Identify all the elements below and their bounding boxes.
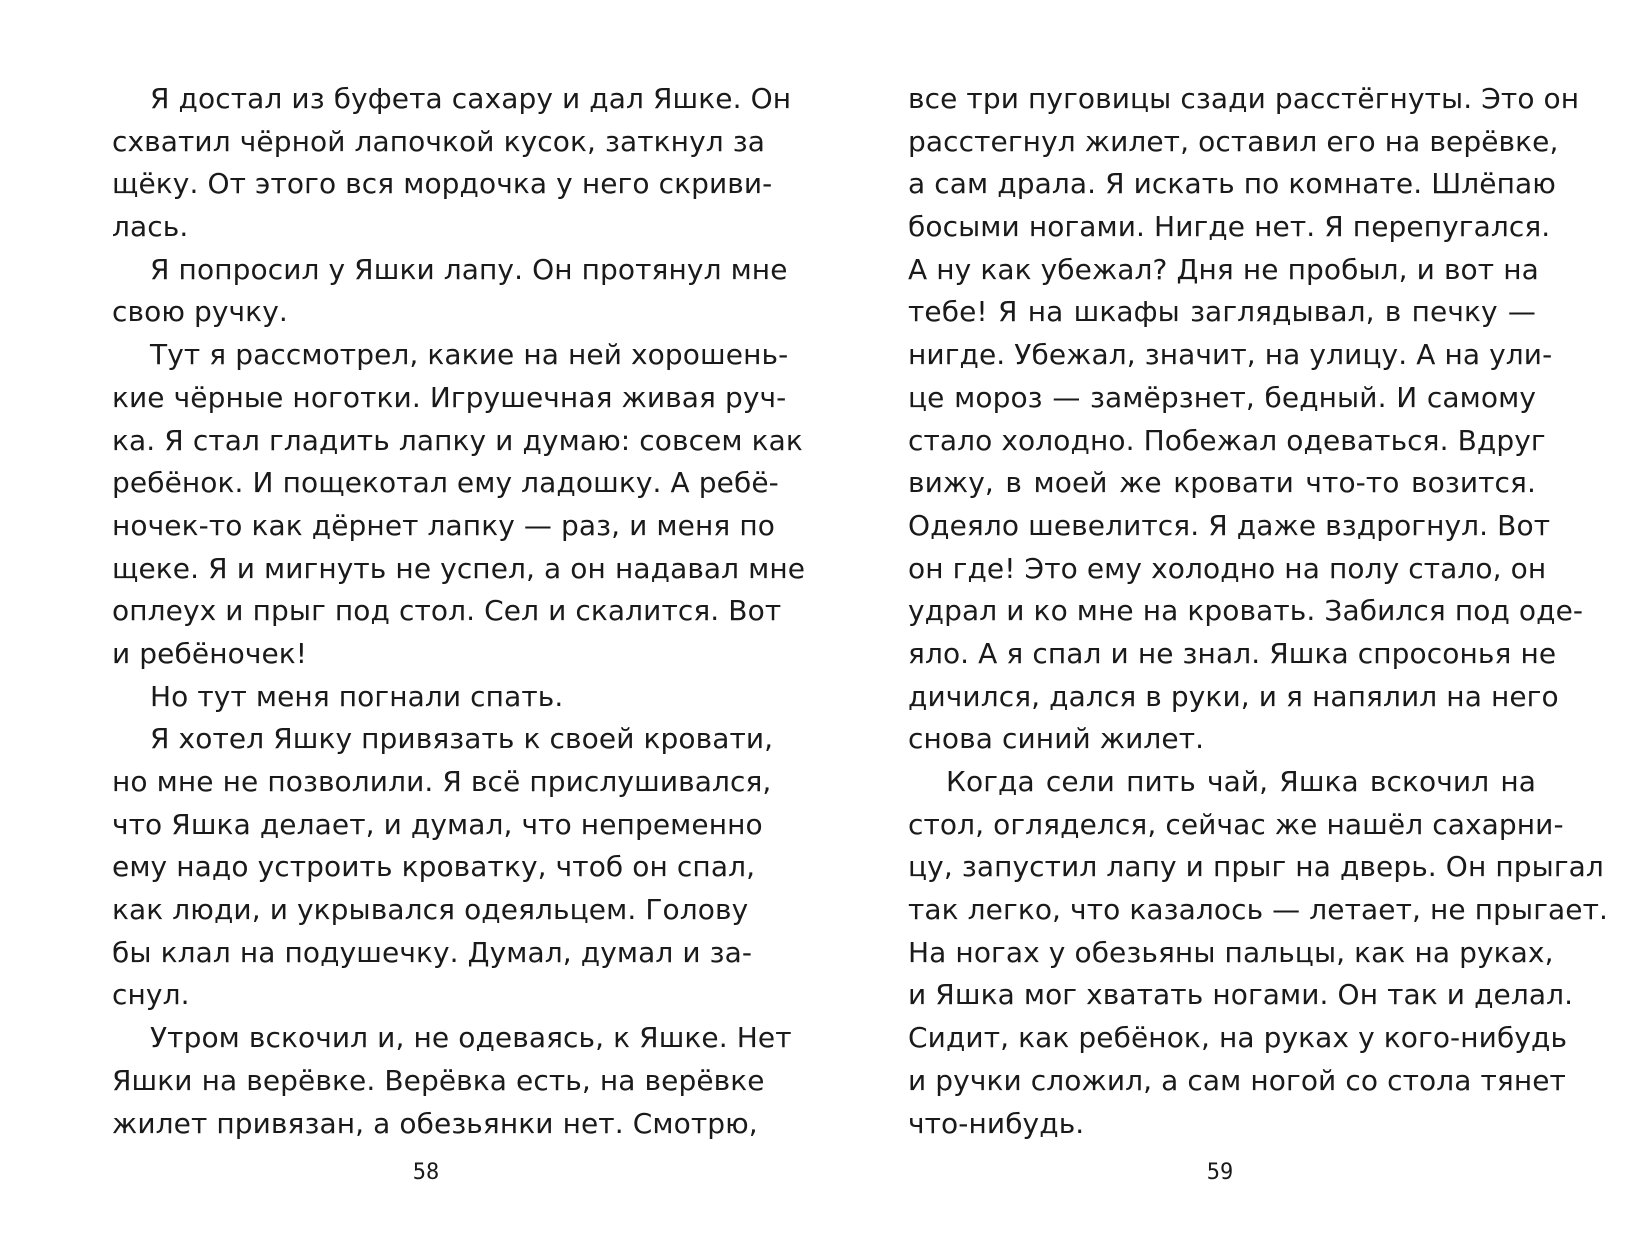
page-number-right: 59: [1206, 1160, 1234, 1185]
text-line: щеке. Я и мигнуть не успел, а он надавал мне: [112, 551, 806, 585]
text-line: свою ручку.: [112, 295, 288, 329]
text-line: так легко, что казалось — летает, не прыгает.: [908, 893, 1609, 927]
text-line: босыми ногами. Нигде нет. Я перепугался.: [908, 210, 1551, 244]
text-line: как люди, и укрывался одеяльцем. Голову: [112, 893, 749, 927]
text-line: все три пуговицы сзади расстёгнуты. Это он: [908, 82, 1580, 115]
text-line: но мне не позволили. Я всё прислушивался,: [112, 765, 772, 798]
text-line: Утром вскочил и, не одеваясь, к Яшке. Нет: [150, 1021, 792, 1055]
text-line: расстегнул жилет, оставил его на верёвке,: [908, 124, 1559, 158]
text-line: и ребёночек!: [112, 636, 308, 670]
left-page: [112, 78, 806, 1140]
text-line: нигде. Убежал, значит, на улицу. А на ули-: [908, 338, 1553, 372]
text-line: а сам драла. Я искать по комнате. Шлёпаю: [908, 167, 1556, 201]
text-line: дичился, дался в руки, и я напялил на него: [908, 679, 1559, 713]
text-line: он где! Это ему холодно на полу стало, он: [908, 551, 1547, 585]
text-line: ка. Я стал гладить лапку и думаю: совсем как: [112, 423, 803, 457]
text-line: лась.: [112, 210, 189, 244]
text-line: жилет привязан, а обезьянки нет. Смотрю,: [112, 1106, 758, 1140]
right-page: [908, 78, 1609, 1140]
text-line: ночек-то как дёрнет лапку — раз, и меня по: [112, 508, 775, 542]
text-line: Я достал из буфета сахару и дал Яшке. Он: [150, 82, 792, 115]
text-line: Сидит, как ребёнок, на руках у кого-нибудь: [908, 1021, 1568, 1055]
text-line: На ногах у обезьяны пальцы, как на руках,: [908, 935, 1554, 969]
text-line: Тут я рассмотрел, какие на ней хорошень-: [150, 338, 789, 372]
text-line: Я хотел Яшку привязать к своей кровати,: [150, 722, 774, 756]
text-line: цу, запустил лапу и прыг на дверь. Он прыгал: [908, 850, 1604, 884]
text-line: стало холодно. Побежал одеваться. Вдруг: [908, 423, 1546, 457]
text-line: це мороз — замёрзнет, бедный. И самому: [908, 380, 1536, 414]
text-line: ребёнок. И пощекотал ему ладошку. А ребё-: [112, 466, 779, 500]
page-number-left: 58: [412, 1160, 440, 1185]
text-line: кие чёрные ноготки. Игрушечная живая руч-: [112, 380, 787, 414]
text-line: снул.: [112, 978, 190, 1012]
text-line: яло. А я спал и не знал. Яшка спросонья не: [908, 636, 1557, 670]
text-line: и Яшка мог хватать ногами. Он так и делал.: [908, 978, 1574, 1012]
text-line: Одеяло шевелится. Я даже вздрогнул. Вот: [908, 508, 1551, 542]
text-line: и ручки сложил, а сам ногой со стола тянет: [908, 1063, 1566, 1097]
text-line: оплеух и прыг под стол. Сел и скалится. Вот: [112, 594, 782, 628]
text-line: снова синий жилет.: [908, 722, 1205, 756]
text-line: Я попросил у Яшки лапу. Он протянул мне: [150, 252, 788, 286]
text-line: что-нибудь.: [908, 1106, 1085, 1140]
text-line: ему надо устроить кроватку, чтоб он спал,: [112, 850, 756, 884]
text-line: стол, огляделся, сейчас же нашёл сахарни-: [908, 807, 1564, 841]
text-line: что Яшка делает, и думал, что непременно: [112, 807, 763, 841]
text-line: Но тут меня погнали спать.: [150, 679, 564, 713]
text-line: щёку. От этого вся мордочка у него скриви-: [112, 167, 773, 201]
text-line: Яшки на верёвке. Верёвка есть, на верёвке: [112, 1063, 765, 1097]
text-line: тебе! Я на шкафы заглядывал, в печку —: [908, 295, 1536, 329]
text-line: удрал и ко мне на кровать. Забился под оде-: [908, 594, 1584, 628]
text-line: бы клал на подушечку. Думал, думал и за-: [112, 935, 753, 969]
text-line: Когда сели пить чай, Яшка вскочил на: [946, 765, 1536, 798]
text-line: вижу, в моей же кровати что-то возится.: [908, 466, 1536, 500]
text-line: А ну как убежал? Дня не пробыл, и вот на: [908, 252, 1539, 286]
text-line: схватил чёрной лапочкой кусок, заткнул за: [112, 124, 765, 158]
